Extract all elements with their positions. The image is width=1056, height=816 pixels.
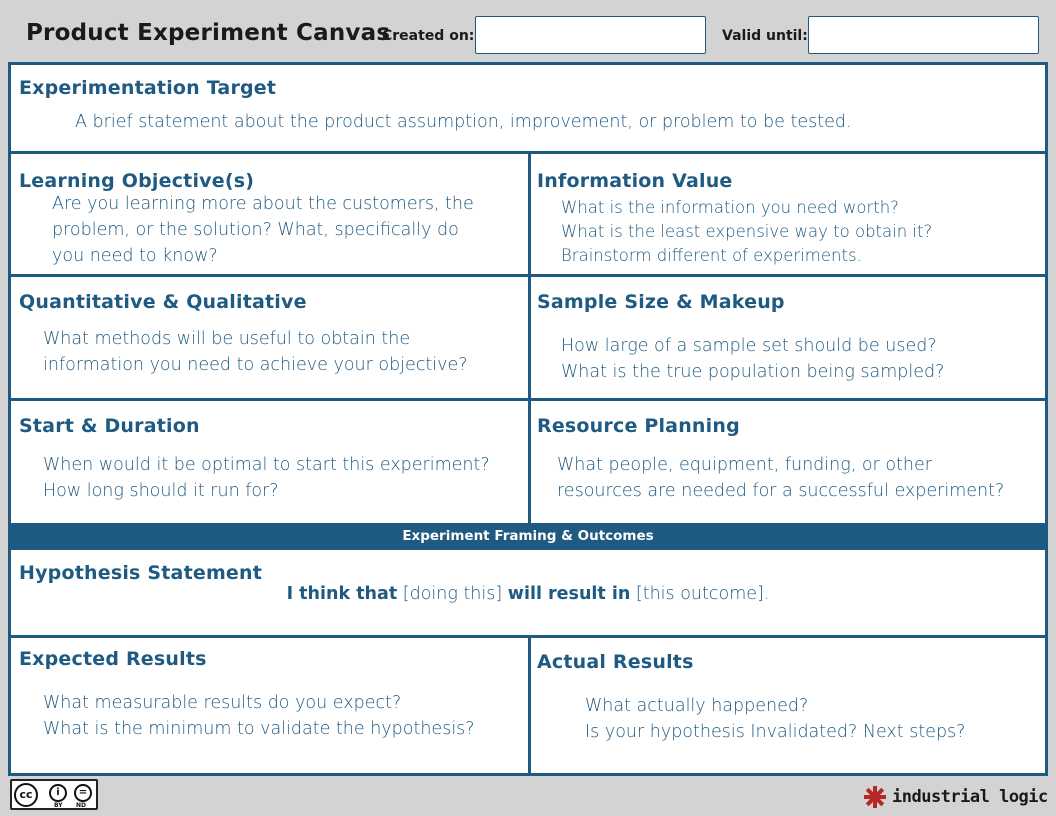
info-value-section[interactable] <box>531 154 1045 274</box>
expected-body <box>43 690 475 742</box>
license-nd-label: ND <box>76 802 87 809</box>
hypothesis-will-result: will result in <box>507 584 631 604</box>
expected-section[interactable] <box>11 638 528 773</box>
header <box>0 0 1056 66</box>
no-derivatives-icon: = <box>74 784 92 802</box>
resource-title: Resource Planning <box>537 415 740 437</box>
hypothesis-outcome-placeholder: [this outcome]. <box>635 584 770 604</box>
quant-qual-section[interactable] <box>11 277 528 398</box>
sample-line: How large of a sample set should be used? <box>561 336 937 356</box>
learning-section[interactable] <box>11 154 528 274</box>
quant-qual-line: information you need to achieve your objective? <box>43 355 468 375</box>
start-line: How long should it run for? <box>43 481 279 501</box>
framing-band: Experiment Framing & Outcomes <box>11 523 1045 550</box>
learning-line: problem, or the solution? What, specifically do <box>52 220 459 240</box>
actual-line: Is your hypothesis Invalidated? Next steps? <box>585 722 966 742</box>
target-body-text: A brief statement about the product assumption, improvement, or problem to be tested. <box>75 112 852 132</box>
learning-body <box>52 191 474 269</box>
info-value-line: What is the information you need worth? <box>561 198 899 217</box>
info-value-line: What is the least expensive way to obtain it? <box>561 222 933 241</box>
actual-title: Actual Results <box>537 651 694 673</box>
creative-commons-icon[interactable] <box>10 779 98 810</box>
resource-body <box>557 452 1004 504</box>
start-line: When would it be optimal to start this experiment? <box>43 455 490 475</box>
target-section[interactable] <box>11 65 1045 151</box>
attribution-icon: i <box>49 784 67 802</box>
hypothesis-i-think: I think that <box>286 584 398 604</box>
quant-qual-title: Quantitative & Qualitative <box>19 291 307 313</box>
hypothesis-template <box>11 584 1045 604</box>
sample-line: What is the true population being sampled? <box>561 362 945 382</box>
actual-section[interactable] <box>531 638 1045 773</box>
learning-line: Are you learning more about the customers, the <box>52 194 474 214</box>
resource-line: resources are needed for a successful experiment? <box>557 481 1005 501</box>
valid-until-input[interactable] <box>808 16 1039 54</box>
sample-section[interactable] <box>531 277 1045 398</box>
expected-line: What is the minimum to validate the hypothesis? <box>43 719 475 739</box>
learning-line: you need to know? <box>52 246 218 266</box>
start-section[interactable] <box>11 401 528 523</box>
learning-title: Learning Objective(s) <box>19 170 255 192</box>
page-title: Product Experiment Canvas <box>26 20 391 46</box>
start-title: Start & Duration <box>19 415 200 437</box>
valid-until-label: Valid until: <box>722 28 808 44</box>
hypothesis-doing-placeholder: [doing this] <box>402 584 503 604</box>
hypothesis-section[interactable] <box>11 550 1045 635</box>
cc-icon: cc <box>14 783 38 807</box>
expected-title: Expected Results <box>19 648 207 670</box>
quant-qual-body <box>43 326 468 378</box>
logo-mark-icon <box>862 784 888 810</box>
info-value-body <box>561 196 932 268</box>
resource-section[interactable] <box>531 401 1045 523</box>
info-value-line: Brainstorm different of experiments. <box>561 246 862 265</box>
column-divider <box>528 154 531 523</box>
sample-body <box>561 333 944 385</box>
target-title: Experimentation Target <box>19 77 277 99</box>
experiment-canvas <box>8 62 1048 776</box>
quant-qual-line: What methods will be useful to obtain the <box>43 329 411 349</box>
sample-title: Sample Size & Makeup <box>537 291 785 313</box>
actual-body <box>585 693 965 745</box>
created-on-input[interactable] <box>475 16 706 54</box>
hypothesis-title: Hypothesis Statement <box>19 562 263 584</box>
license-by-label: BY <box>54 802 63 809</box>
expected-line: What measurable results do you expect? <box>43 693 402 713</box>
target-body <box>75 109 852 135</box>
info-value-title: Information Value <box>537 170 733 192</box>
brand-name: industrial logic <box>892 787 1048 807</box>
resource-line: What people, equipment, funding, or other <box>557 455 932 475</box>
actual-line: What actually happened? <box>585 696 809 716</box>
start-body <box>43 452 490 504</box>
created-on-label: Created on: <box>382 28 475 44</box>
